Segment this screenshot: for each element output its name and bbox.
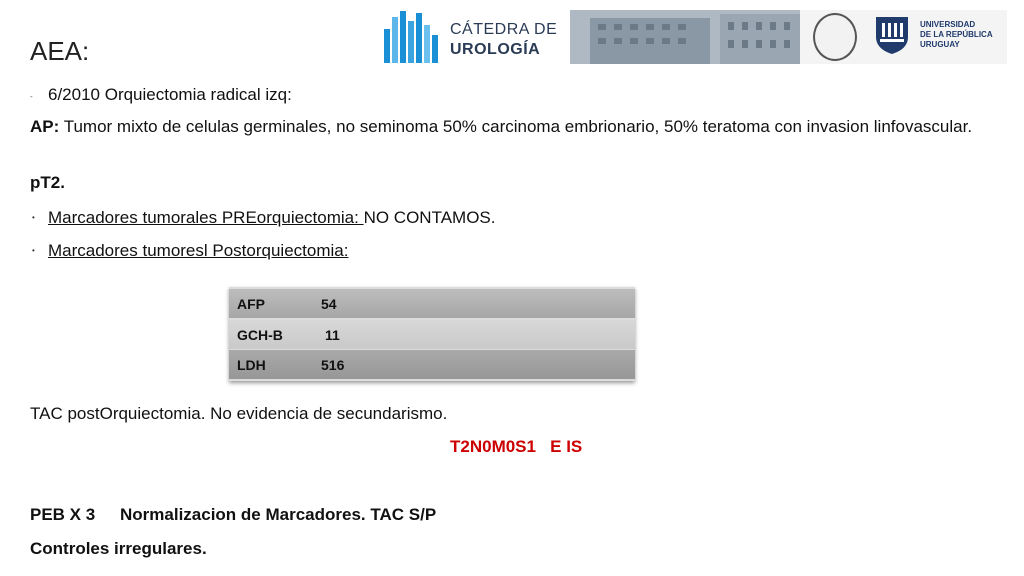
pt-stage: pT2. [30,173,65,192]
ap-text: Tumor mixto de celulas germinales, no seminoma 50% carcinoma embrionario, 50% teratoma con invasion linfovascular. [59,117,973,136]
ap-label: AP: [30,117,60,136]
bullet-pre-markers [48,207,496,228]
peb-label: PEB X 3 [30,505,96,524]
slide-title: AEA: [30,36,90,66]
staging-text: T2N0M0S1 E IS [450,437,583,456]
udelar-line3: URUGUAY [920,40,960,49]
pre-markers-value: NO CONTAMOS. [363,208,496,227]
marker-value: 54 [321,296,337,312]
dash-marker: - [30,92,33,101]
marker-value: 11 [325,327,340,343]
marker-name: AFP [237,296,265,312]
marker-name: GCH-B [237,327,283,343]
surgery-line: 6/2010 Orquiectomia radical izq: [48,85,292,104]
markers-table [229,287,635,381]
pre-markers-label: Marcadores tumorales PREorquiectomia: [48,208,364,227]
table-row [229,320,635,349]
university-seal-icon [813,13,857,61]
catedra-logo-line1: CÁTEDRA DE [450,21,558,38]
marker-value: 516 [321,357,345,373]
tac-line: TAC postOrquiectomia. No evidencia de secundarismo. [30,404,448,423]
udelar-line2: DE LA REPÚBLICA [920,30,993,39]
table-row [229,289,635,318]
catedra-urologia-logo-icon [384,11,442,63]
bullet-post-markers [48,240,348,261]
udelar-line1: UNIVERSIDAD [920,20,976,29]
post-markers-label: Marcadores tumoresl Postorquiectomia: [48,241,349,260]
controles-line: Controles irregulares. [30,539,207,558]
bullet-dot-icon: • [32,246,35,255]
peb-text: Normalizacion de Marcadores. TAC S/P [120,505,437,524]
bullet-dot-icon: • [32,213,35,222]
ap-paragraph [30,116,982,137]
udelar-logo-text [920,20,993,50]
udelar-shield-icon [874,15,910,55]
catedra-logo-line2: UROLOGÍA [450,41,541,58]
table-row [229,350,635,379]
marker-name: LDH [237,357,266,373]
